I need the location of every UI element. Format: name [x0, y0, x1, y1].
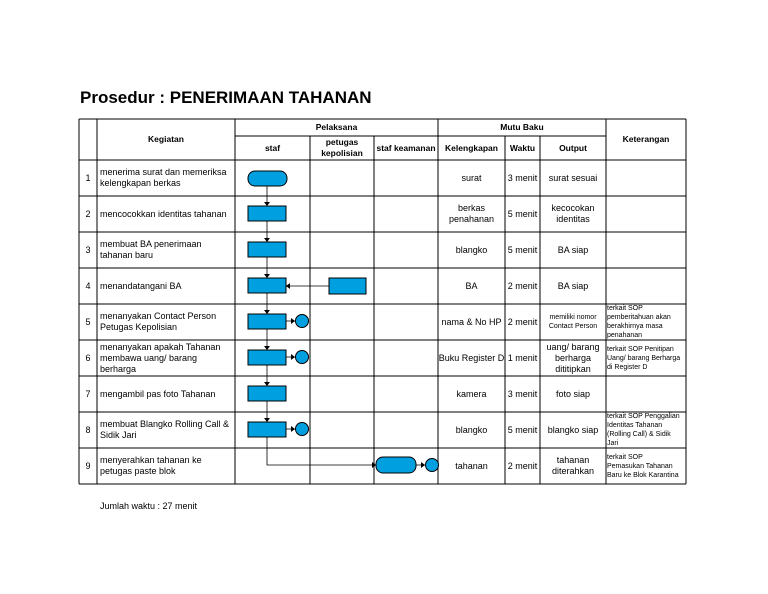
row-output: BA siap — [557, 244, 589, 255]
row-kegiatan: mengambil pas foto Tahanan — [100, 388, 216, 399]
process-box-shape — [248, 242, 286, 257]
connector-circle — [296, 351, 309, 364]
row-output: uang/ barang berharga dititipkan — [546, 341, 600, 374]
row-waktu: 3 menit — [507, 172, 538, 183]
header-pelaksana: Pelaksana — [315, 122, 358, 132]
process-box-shape — [248, 422, 286, 437]
row-keterangan: terkait SOP pemberitahuan akan berakhirnya masa penahanan — [607, 305, 671, 339]
row-output: surat sesuai — [548, 172, 598, 183]
row-output: memiliki nomor Contact Person — [548, 314, 598, 330]
row-kegiatan: menandatangani BA — [100, 280, 182, 291]
end-terminator-shape — [376, 457, 416, 473]
arrow-head — [372, 462, 376, 468]
row-kegiatan: membuat BA penerimaan tahanan baru — [100, 239, 202, 260]
process-box-shape — [248, 314, 286, 329]
row-kelengkapan: blangko — [455, 244, 488, 255]
arrow-head — [264, 346, 270, 350]
connector-circle — [296, 315, 309, 328]
row-kelengkapan: nama & No HP — [441, 316, 502, 327]
arrow-head — [264, 418, 270, 422]
row-keterangan — [606, 376, 686, 412]
header-staf-keamanan: staf keamanan — [376, 142, 436, 153]
arrow-head — [291, 426, 295, 432]
arrow-head — [264, 274, 270, 278]
arrow-head — [286, 283, 290, 289]
arrow-head — [264, 238, 270, 242]
row-keterangan — [606, 160, 686, 196]
row-number: 9 — [85, 460, 91, 471]
row-kegiatan: menyerahkan tahanan ke petugas paste blok — [100, 455, 202, 476]
page-title: Prosedur : PENERIMAAN TAHANAN — [80, 88, 372, 107]
arrow-head — [291, 354, 295, 360]
header-mutu-baku: Mutu Baku — [500, 122, 544, 132]
row-keterangan — [606, 232, 686, 268]
row-waktu: 2 menit — [507, 316, 538, 327]
row-number: 1 — [85, 172, 91, 183]
row-kegiatan: membuat Blangko Rolling Call & Sidik Jari — [100, 419, 230, 440]
row-keterangan — [606, 196, 686, 232]
row-kelengkapan: blangko — [455, 424, 488, 435]
row-output: foto siap — [555, 388, 591, 399]
header-waktu: Waktu — [509, 142, 536, 153]
row-waktu: 5 menit — [507, 424, 538, 435]
row-keterangan: terkait SOP Penggalian Identitas Tahanan (Rolling Call) & Sidik Jari — [607, 413, 680, 447]
row-output: tahanan diterahkan — [551, 455, 595, 476]
row-number: 3 — [85, 244, 91, 255]
row-number: 5 — [85, 316, 91, 327]
row-number: 8 — [85, 424, 91, 435]
row-keterangan — [606, 268, 686, 304]
arrow-head — [264, 382, 270, 386]
row-kegiatan: mencocokkan identitas tahanan — [100, 208, 227, 219]
row-number: 7 — [85, 388, 91, 399]
header-kegiatan: Kegiatan — [148, 134, 184, 144]
header-staf: staf — [264, 142, 281, 153]
row-waktu: 1 menit — [507, 352, 538, 363]
header-kelengkapan: Kelengkapan — [445, 142, 498, 153]
process-box-shape — [248, 350, 286, 365]
header-petugas-kepolisian: petugas kepolisian — [321, 137, 363, 158]
header-output: Output — [559, 142, 587, 153]
row-kelengkapan: surat — [461, 172, 482, 183]
row-kelengkapan: kamera — [456, 388, 487, 399]
row-kegiatan: menanyakan Contact Person Petugas Kepolisian — [100, 311, 217, 332]
connector-circle — [296, 423, 309, 436]
arrow-head — [291, 318, 295, 324]
row-kegiatan: menanyakan apakah Tahanan membawa uang/ barang berharga — [100, 341, 221, 374]
process-box-shape — [248, 278, 286, 293]
row-kelengkapan: berkas penahanan — [448, 203, 495, 224]
process-box-shape — [248, 206, 286, 221]
row-output: kecocokan identitas — [551, 203, 595, 224]
row-keterangan: terkait SOP Pemasukan Tahanan Baru ke Blok Karantina — [607, 453, 679, 479]
row-number: 4 — [85, 280, 91, 291]
total-time-note: Jumlah waktu : 27 menit — [100, 501, 198, 511]
row-kelengkapan: BA — [465, 280, 478, 291]
row-waktu: 5 menit — [507, 244, 538, 255]
row-waktu: 3 menit — [507, 388, 538, 399]
row-waktu: 5 menit — [507, 208, 538, 219]
connector-circle — [426, 459, 439, 472]
row-kelengkapan: tahanan — [455, 460, 488, 471]
row-kegiatan: menerima surat dan memeriksa kelengkapan berkas — [100, 167, 227, 188]
row-output: BA siap — [557, 280, 589, 291]
row-keterangan: terkait SOP Penitipan Uang/ barang Berharga di Register D — [607, 345, 681, 371]
arrow-head — [421, 462, 425, 468]
flow-line — [267, 437, 376, 465]
start-terminator-shape — [248, 171, 287, 186]
row-output: blangko siap — [547, 424, 599, 435]
row-kelengkapan: Buku Register D — [438, 352, 505, 363]
row-waktu: 2 menit — [507, 280, 538, 291]
process-box-shape — [248, 386, 286, 401]
arrow-head — [264, 310, 270, 314]
row-number: 2 — [85, 208, 91, 219]
process-box-kepolisian-shape — [329, 278, 366, 294]
arrow-head — [264, 202, 270, 206]
row-number: 6 — [85, 352, 91, 363]
header-keterangan: Keterangan — [622, 134, 670, 144]
row-waktu: 2 menit — [507, 460, 538, 471]
